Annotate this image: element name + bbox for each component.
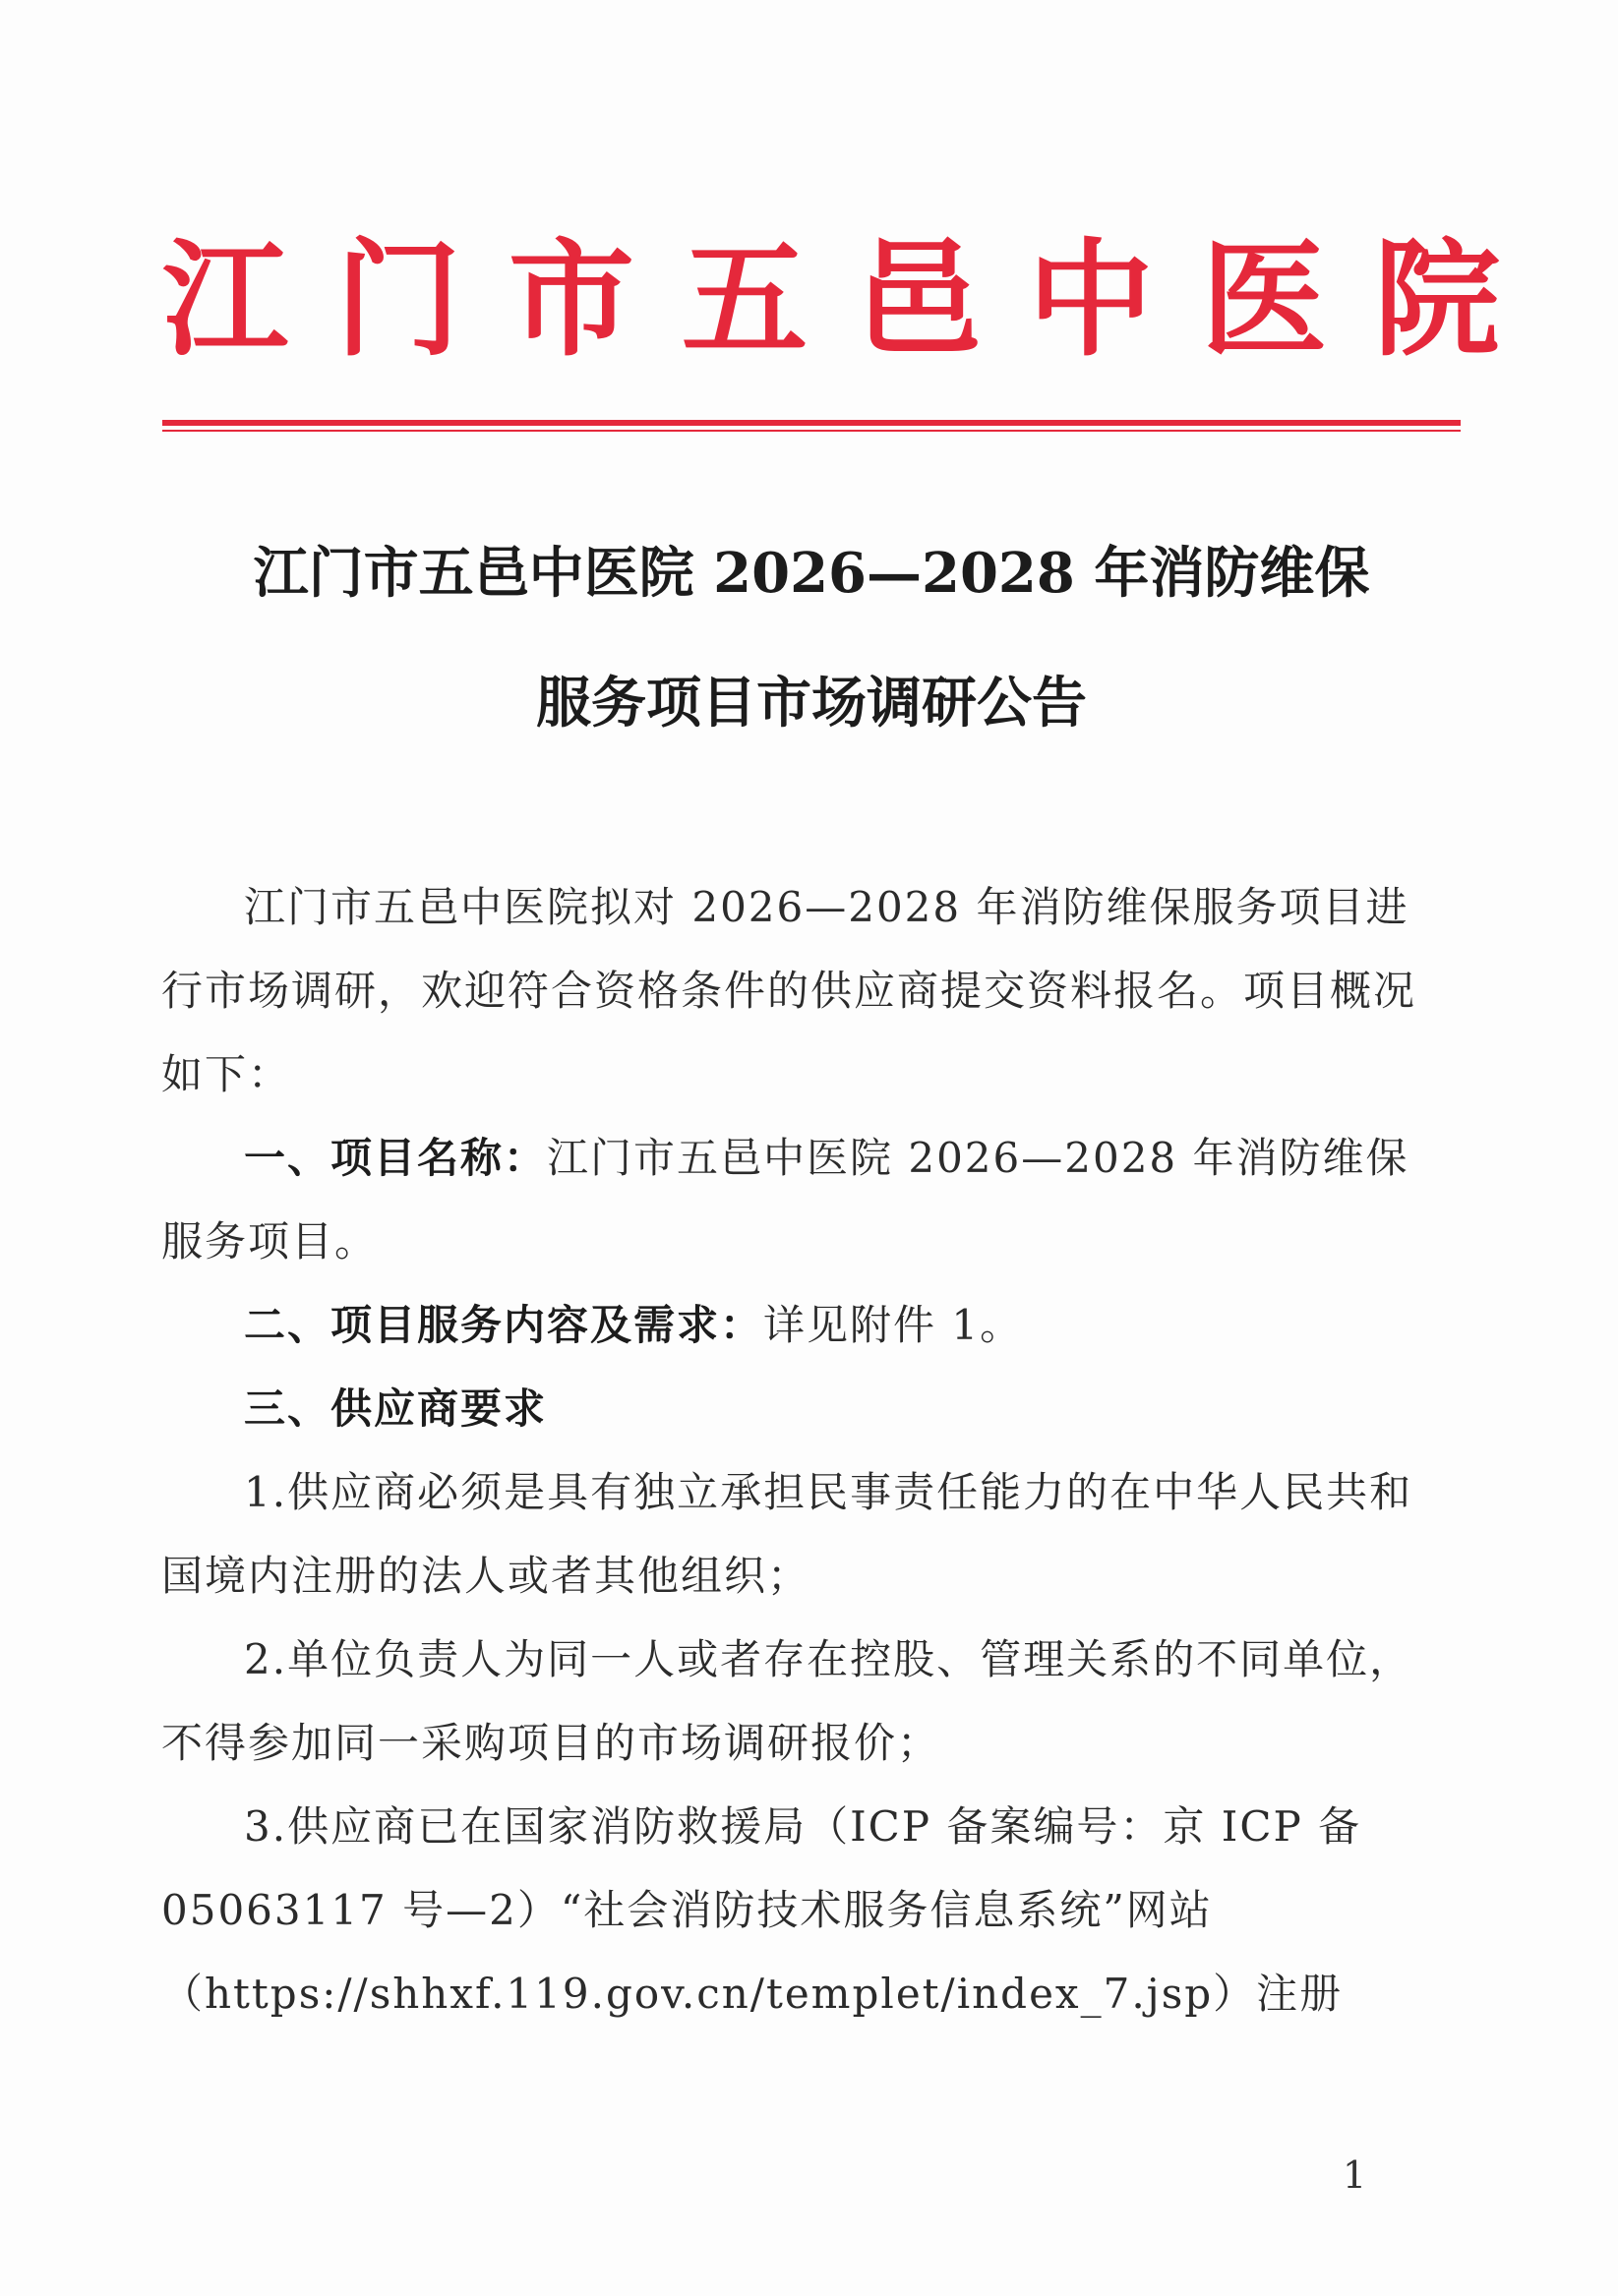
document-title-line-1: 江门市五邑中医院 2026—2028 年消防维保 — [253, 541, 1370, 606]
document-body — [161, 865, 1434, 2035]
page-number: 1 — [1343, 2153, 1367, 2197]
section-1-label: 一、项目名称： — [244, 1134, 548, 1182]
section-1-text: 江门市五邑中医院 2026—2028 年消防维保服务项目。 — [161, 1134, 1409, 1266]
section-2-label: 二、项目服务内容及需求： — [244, 1301, 764, 1349]
letterhead-title: 江门市五邑中医院 — [162, 226, 1548, 374]
letterhead-rule-thick — [162, 420, 1461, 426]
section-2-text: 详见附件 1。 — [763, 1301, 1024, 1349]
section-1-paragraph — [161, 1116, 1434, 1283]
section-2-paragraph — [161, 1283, 1434, 1367]
section-3-heading: 三、供应商要求 — [244, 1384, 548, 1433]
requirement-1: 1.供应商必须是具有独立承担民事责任能力的在中华人民共和国境内注册的法人或者其他组织； — [161, 1468, 1413, 1600]
requirement-3: 3.供应商已在国家消防救援局（ICP 备案编号：京 ICP 备 05063117 号—2）“社会消防技术服务信息系统”网站（https://shhxf.119.gov.cn/templet/index_7.jsp）注册 — [161, 1802, 1362, 2018]
intro-paragraph: 江门市五邑中医院拟对 2026—2028 年消防维保服务项目进行市场调研，欢迎符合资格条件的供应商提交资料报名。项目概况如下： — [161, 883, 1417, 1098]
document-title-line-2: 服务项目市场调研公告 — [536, 671, 1087, 736]
letterhead-rule-thin — [162, 430, 1461, 432]
requirement-2: 2.单位负责人为同一人或者存在控股、管理关系的不同单位，不得参加同一采购项目的市场调研报价； — [161, 1635, 1413, 1767]
